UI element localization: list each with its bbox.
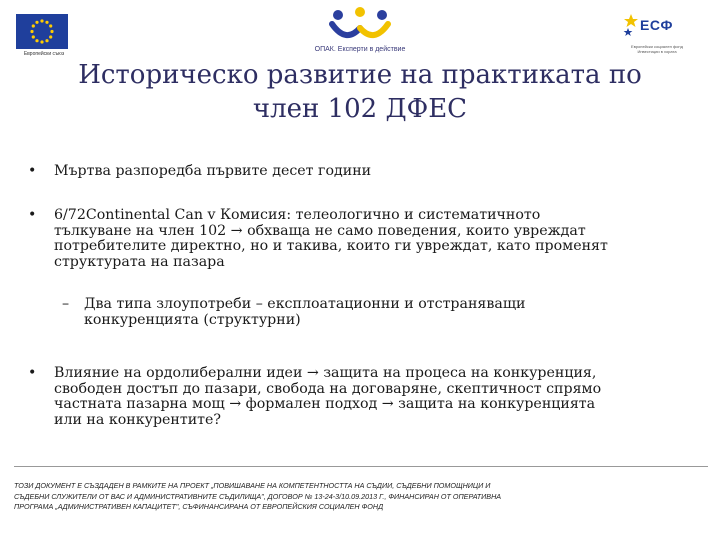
esf-label: ЕСФ <box>640 17 673 33</box>
footer-disclaimer <box>14 481 708 513</box>
title-line-2: член 102 ДФЕС <box>252 94 468 124</box>
bullet-icon: • <box>28 163 37 179</box>
bullet-icon: • <box>28 207 37 223</box>
eu-stars-icon <box>30 19 53 43</box>
bullet-text: Мъртва разпоредба първите десет години <box>54 163 372 179</box>
bullet-line: частната пазарна мощ → формален подход → защита на конкуренцията <box>54 396 596 412</box>
footer-line: СЪДЕБНИ СЛУЖИТЕЛИ ОТ ВАС И АДМИНИСТРАТИВНИТЕ СЪДИЛИЩА", ДОГОВОР № 13-24-3/10.09.2013 Г., ФИНАНСИРАН ОТ ОПЕРАТИВНА <box>14 491 502 501</box>
bullet-line: структурата на пазара <box>54 253 225 270</box>
slide-title <box>50 58 670 126</box>
bullet-line: 6/72Continental Can v Комисия: телеологично и систематичното <box>54 207 541 223</box>
bullet-line: или на конкурентите? <box>54 411 222 428</box>
sub-bullet-line: конкуренцията (структурни) <box>84 311 301 328</box>
opak-logo-icon <box>328 6 392 44</box>
bullet-line: Влияние на ордолиберални идеи → защита на процеса на конкуренция, <box>54 365 597 381</box>
bullet-line: тълкуване на член 102 → обхваща не само поведения, които увреждат <box>54 222 586 239</box>
dash-icon: – <box>62 296 70 312</box>
esf-caption: Европейски социален фонд Инвестиции в хората <box>631 44 683 54</box>
sub-bullet-line: Два типа злоупотреби – експлоатационни и отстраняващи <box>84 296 526 312</box>
bullet-line: потребителите директно, но и такива, които ги увреждат, като променят <box>54 238 608 254</box>
bullet-icon: • <box>28 365 37 381</box>
title-line-1: Историческо развитие на практиката по <box>78 60 642 90</box>
bullet-text <box>54 366 664 428</box>
eu-flag-logo <box>16 14 68 49</box>
sub-bullet-text <box>84 297 654 328</box>
footer-line: ПРОГРАМА „АДМИНИСТРАТИВЕН КАПАЦИТЕТ", СЪФИНАНСИРАНА ОТ ЕВРОПЕЙСКИЯ СОЦИАЛЕН ФОНД <box>14 502 384 511</box>
bullet-line: свободен достъп до пазари, свобода на договаряне, скептичност спрямо <box>54 380 602 397</box>
footer-divider <box>14 466 708 467</box>
bullet-text <box>54 208 664 270</box>
opak-caption: ОПАК. Експерти в действие <box>314 46 406 53</box>
footer-line: ТОЗИ ДОКУМЕНТ Е СЪЗДАДЕН В РАМКИТЕ НА ПРОЕКТ „ПОВИШАВАНЕ НА КОМПЕТЕНТНОСТТА НА СЪДИИ, СЪДЕБНИ ПОМОЩНИЦИ И <box>14 481 491 490</box>
eu-caption: Европейски съюз <box>23 51 65 57</box>
esf-stars-icon <box>624 14 638 36</box>
